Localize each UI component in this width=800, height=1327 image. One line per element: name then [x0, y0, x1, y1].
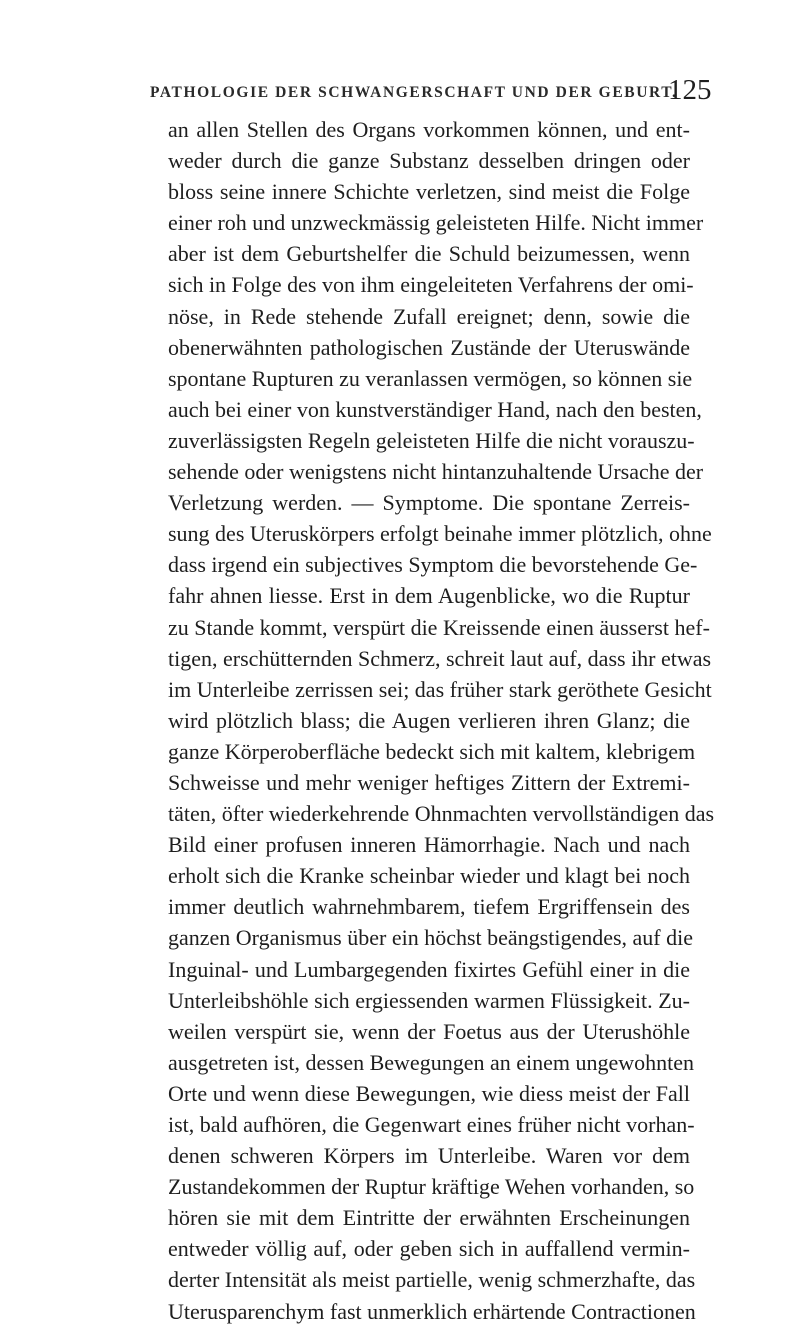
body-text [168, 114, 715, 1327]
text-line: im Unterleibe zerrissen sei; das früher stark geröthete Gesicht [168, 676, 712, 702]
running-title: PATHOLOGIE DER SCHWANGERSCHAFT UND DER GEBURT. [150, 84, 678, 101]
text-line: denen schweren Körpers im Unterleibe. Waren vor dem [168, 1143, 690, 1169]
text-line: dass irgend ein subjectives Symptom die bevorstehende Ge- [168, 552, 698, 578]
text-line: nöse, in Rede stehende Zufall ereignet; denn, sowie die [168, 303, 690, 329]
text-line: an allen Stellen des Organs vorkommen können, und ent- [168, 117, 690, 142]
text-line: weilen verspürt sie, wenn der Foetus aus der Uterushöhle [168, 1018, 690, 1044]
text-line: immer deutlich wahrnehmbarem, tiefem Ergriffensein des [168, 894, 690, 920]
text-line: ausgetreten ist, dessen Bewegungen an einem ungewohnten [168, 1049, 695, 1075]
text-line: Uterusparenchym fast unmerklich erhärtende Contractionen [168, 1298, 696, 1324]
text-line: sung des Uteruskörpers erfolgt beinahe immer plötzlich, ohne [168, 521, 712, 547]
text-line: ist, bald aufhören, die Gegenwart eines früher nicht vorhan- [168, 1112, 695, 1137]
text-line: fahr ahnen liesse. Erst in dem Augenblicke, wo die Ruptur [168, 583, 690, 609]
text-line: auch bei einer von kunstverständiger Hand, nach den besten, [168, 396, 702, 422]
text-line: Bild einer profusen inneren Hämorrhagie. Nach und nach [168, 832, 690, 858]
text-line: Unterleibshöhle sich ergiessenden warmen Flüssigkeit. Zu- [168, 987, 690, 1013]
text-line: ganze Körperoberfläche bedeckt sich mit kaltem, klebrigem [168, 738, 696, 764]
text-line: aber ist dem Geburtshelfer die Schuld beizumessen, wenn [168, 241, 690, 267]
text-line: erholt sich die Kranke scheinbar wieder und klagt bei noch [168, 863, 690, 889]
running-head [0, 74, 800, 114]
text-line: spontane Rupturen zu veranlassen vermögen, so können sie [168, 365, 693, 391]
text-line: derter Intensität als meist partielle, wenig schmerzhafte, das [168, 1267, 696, 1293]
text-line: bloss seine innere Schichte verletzen, sind meist die Folge [168, 179, 690, 205]
text-line: zuverlässigsten Regeln geleisteten Hilfe die nicht vorauszu- [168, 427, 695, 453]
text-line: ganzen Organismus über ein höchst beängstigendes, auf die [168, 925, 694, 951]
text-line: sehende oder wenigstens nicht hintanzuhaltende Ursache der [168, 459, 704, 485]
text-line: Schweisse und mehr weniger heftiges Zittern der Extremi- [168, 769, 690, 795]
text-line: Zustandekommen der Ruptur kräftige Wehen vorhanden, so [168, 1174, 695, 1200]
page-number: 125 [668, 74, 712, 106]
text-line: entweder völlig auf, oder geben sich in auffallend vermin- [168, 1236, 690, 1262]
text-line: weder durch die ganze Substanz desselben dringen oder [168, 148, 690, 174]
text-line: Inguinal- und Lumbargegenden fixirtes Gefühl einer in die [168, 956, 690, 982]
text-line: wird plötzlich blass; die Augen verlieren ihren Glanz; die [168, 707, 690, 733]
text-line: obenerwähnten pathologischen Zustände der Uteruswände [168, 334, 690, 360]
text-line: täten, öfter wiederkehrende Ohnmachten vervollständigen das [168, 801, 715, 827]
text-line: tigen, erschütternden Schmerz, schreit laut auf, dass ihr etwas [168, 645, 712, 671]
text-line: Verletzung werden. — Symptome. Die spontane Zerreis- [168, 490, 690, 516]
text-line: hören sie mit dem Eintritte der erwähnten Erscheinungen [168, 1205, 690, 1231]
text-line: sich in Folge des von ihm eingeleiteten Verfahrens der omi- [168, 272, 694, 298]
text-line: Orte und wenn diese Bewegungen, wie diess meist der Fall [168, 1080, 690, 1106]
text-line: einer roh und unzweckmässig geleisteten Hilfe. Nicht immer [168, 210, 704, 236]
text-line: zu Stande kommt, verspürt die Kreissende einen äusserst hef- [168, 614, 710, 640]
